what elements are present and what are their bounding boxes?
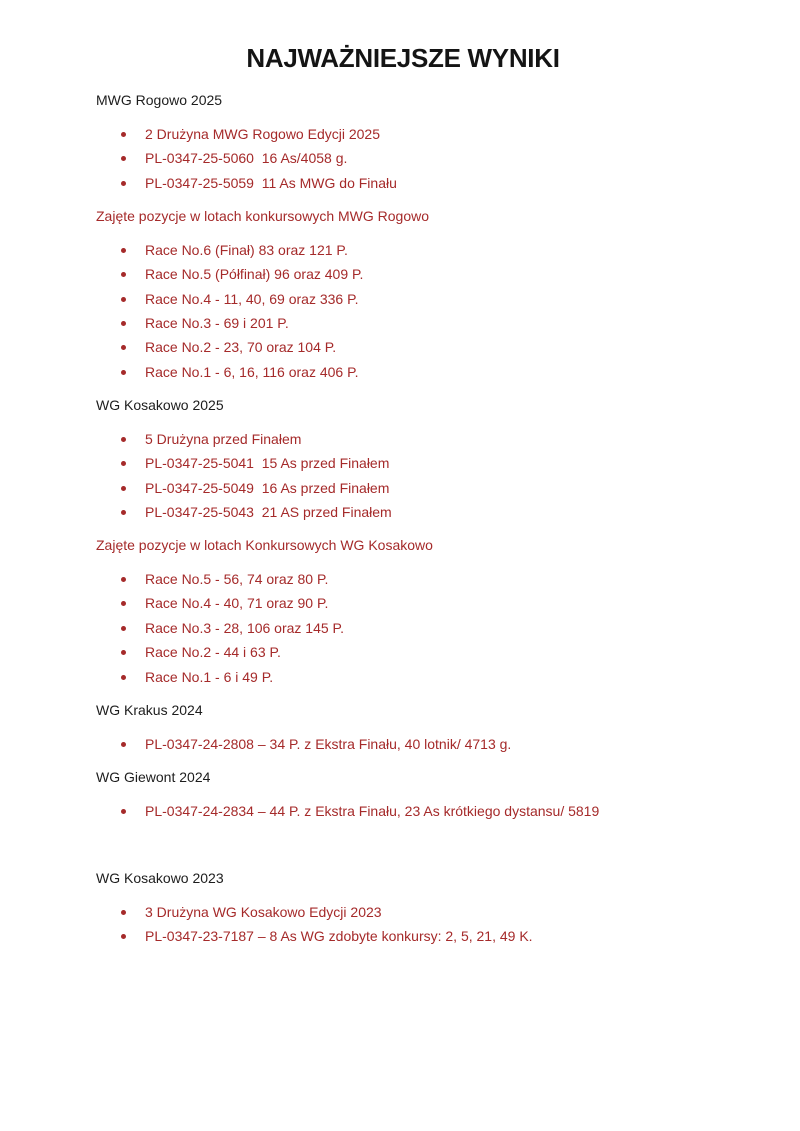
result-text: Race No.2 - 23, 70 oraz 104 P. bbox=[145, 339, 337, 356]
result-item bbox=[96, 451, 710, 475]
result-list bbox=[96, 238, 710, 384]
result-item bbox=[96, 311, 710, 335]
result-item bbox=[96, 591, 710, 615]
bullet-icon bbox=[121, 437, 126, 442]
result-list bbox=[96, 900, 710, 949]
result-item bbox=[96, 665, 710, 689]
result-item bbox=[96, 171, 710, 195]
result-item bbox=[96, 640, 710, 664]
result-text: Race No.1 - 6, 16, 116 oraz 406 P. bbox=[145, 363, 359, 380]
result-text: Race No.2 - 44 i 63 P. bbox=[145, 644, 281, 661]
result-item bbox=[96, 476, 710, 500]
bullet-icon bbox=[121, 809, 126, 814]
bullet-icon bbox=[121, 321, 126, 326]
result-text: 5 Drużyna przed Finałem bbox=[145, 430, 302, 447]
bullet-icon bbox=[121, 272, 126, 277]
result-item bbox=[96, 146, 710, 170]
result-item bbox=[96, 262, 710, 286]
result-text: PL-0347-25-5059 11 As MWG do Finału bbox=[145, 174, 397, 191]
result-list bbox=[96, 427, 710, 525]
result-text: Race No.5 - 56, 74 oraz 80 P. bbox=[145, 571, 329, 588]
bullet-icon bbox=[121, 577, 126, 582]
bullet-icon bbox=[121, 181, 126, 186]
bullet-icon bbox=[121, 297, 126, 302]
result-text: 2 Drużyna MWG Rogowo Edycji 2025 bbox=[145, 126, 380, 142]
result-text: PL-0347-24-2834 – 44 P. z Ekstra Finału, 23 As krótkiego dystansu/ 5819 bbox=[145, 802, 600, 819]
bullet-icon bbox=[121, 461, 126, 466]
result-item bbox=[96, 287, 710, 311]
bullet-icon bbox=[121, 626, 126, 631]
bullet-icon bbox=[121, 934, 126, 939]
bullet-icon bbox=[121, 486, 126, 491]
result-text: 3 Drużyna WG Kosakowo Edycji 2023 bbox=[145, 903, 382, 920]
result-item bbox=[96, 616, 710, 640]
result-item bbox=[96, 732, 710, 756]
result-item bbox=[96, 335, 710, 359]
bullet-icon bbox=[121, 510, 126, 515]
result-item bbox=[96, 500, 710, 524]
result-text: PL-0347-23-7187 – 8 As WG zdobyte konkursy: 2, 5, 21, 49 K. bbox=[145, 928, 533, 945]
bullet-icon bbox=[121, 248, 126, 253]
result-text: PL-0347-25-5041 15 As przed Finałem bbox=[145, 455, 390, 472]
section-heading-wg-giewont-2024: WG Giewont 2024 bbox=[96, 768, 211, 785]
result-text: Race No.4 - 11, 40, 69 oraz 336 P. bbox=[145, 290, 359, 307]
bullet-icon bbox=[121, 650, 126, 655]
result-text: Race No.6 (Finał) 83 oraz 121 P. bbox=[145, 241, 348, 258]
result-text: PL-0347-25-5060 16 As/4058 g. bbox=[145, 150, 348, 167]
result-text: PL-0347-25-5049 16 As przed Finałem bbox=[145, 479, 390, 496]
blank-paragraph bbox=[96, 823, 710, 857]
section-heading-pozycje-wg-kosakowo: Zajęte pozycje w lotach Konkursowych WG Kosakowo bbox=[96, 537, 433, 554]
result-text: Race No.1 - 6 i 49 P. bbox=[145, 668, 274, 685]
result-text: PL-0347-24-2808 – 34 P. z Ekstra Finału, 40 lotnik/ 4713 g. bbox=[145, 735, 512, 752]
section-heading-wg-krakus-2024: WG Krakus 2024 bbox=[96, 701, 203, 718]
result-list bbox=[96, 799, 710, 823]
section-heading-wg-kosakowo-2023: WG Kosakowo 2023 bbox=[96, 869, 224, 886]
result-item bbox=[96, 360, 710, 384]
result-item bbox=[96, 427, 710, 451]
bullet-icon bbox=[121, 156, 126, 161]
bullet-icon bbox=[121, 132, 126, 137]
result-text: Race No.3 - 69 i 201 P. bbox=[145, 315, 289, 332]
section-heading-wg-kosakowo-2025: WG Kosakowo 2025 bbox=[96, 396, 224, 413]
section-heading-pozycje-mwg-rogowo: Zajęte pozycje w lotach konkursowych MWG Rogowo bbox=[96, 207, 430, 224]
result-text: PL-0347-25-5043 21 AS przed Finałem bbox=[145, 504, 392, 521]
bullet-icon bbox=[121, 370, 126, 375]
section-heading-mwg-rogowo-2025: MWG Rogowo 2025 bbox=[96, 92, 223, 108]
result-text: Race No.5 (Półfinał) 96 oraz 409 P. bbox=[145, 266, 364, 283]
result-item bbox=[96, 122, 710, 146]
result-text: Race No.4 - 40, 71 oraz 90 P. bbox=[145, 595, 329, 612]
result-list bbox=[96, 567, 710, 689]
result-item bbox=[96, 567, 710, 591]
result-item bbox=[96, 924, 710, 948]
result-item bbox=[96, 238, 710, 262]
result-item bbox=[96, 799, 710, 823]
result-list bbox=[96, 732, 710, 756]
bullet-icon bbox=[121, 675, 126, 680]
document-title: NAJWAŻNIEJSZE WYNIKI bbox=[246, 43, 560, 73]
bullet-icon bbox=[121, 601, 126, 606]
result-text: Race No.3 - 28, 106 oraz 145 P. bbox=[145, 619, 344, 636]
bullet-icon bbox=[121, 742, 126, 747]
result-list bbox=[96, 122, 710, 195]
bullet-icon bbox=[121, 910, 126, 915]
bullet-icon bbox=[121, 345, 126, 350]
result-item bbox=[96, 900, 710, 924]
